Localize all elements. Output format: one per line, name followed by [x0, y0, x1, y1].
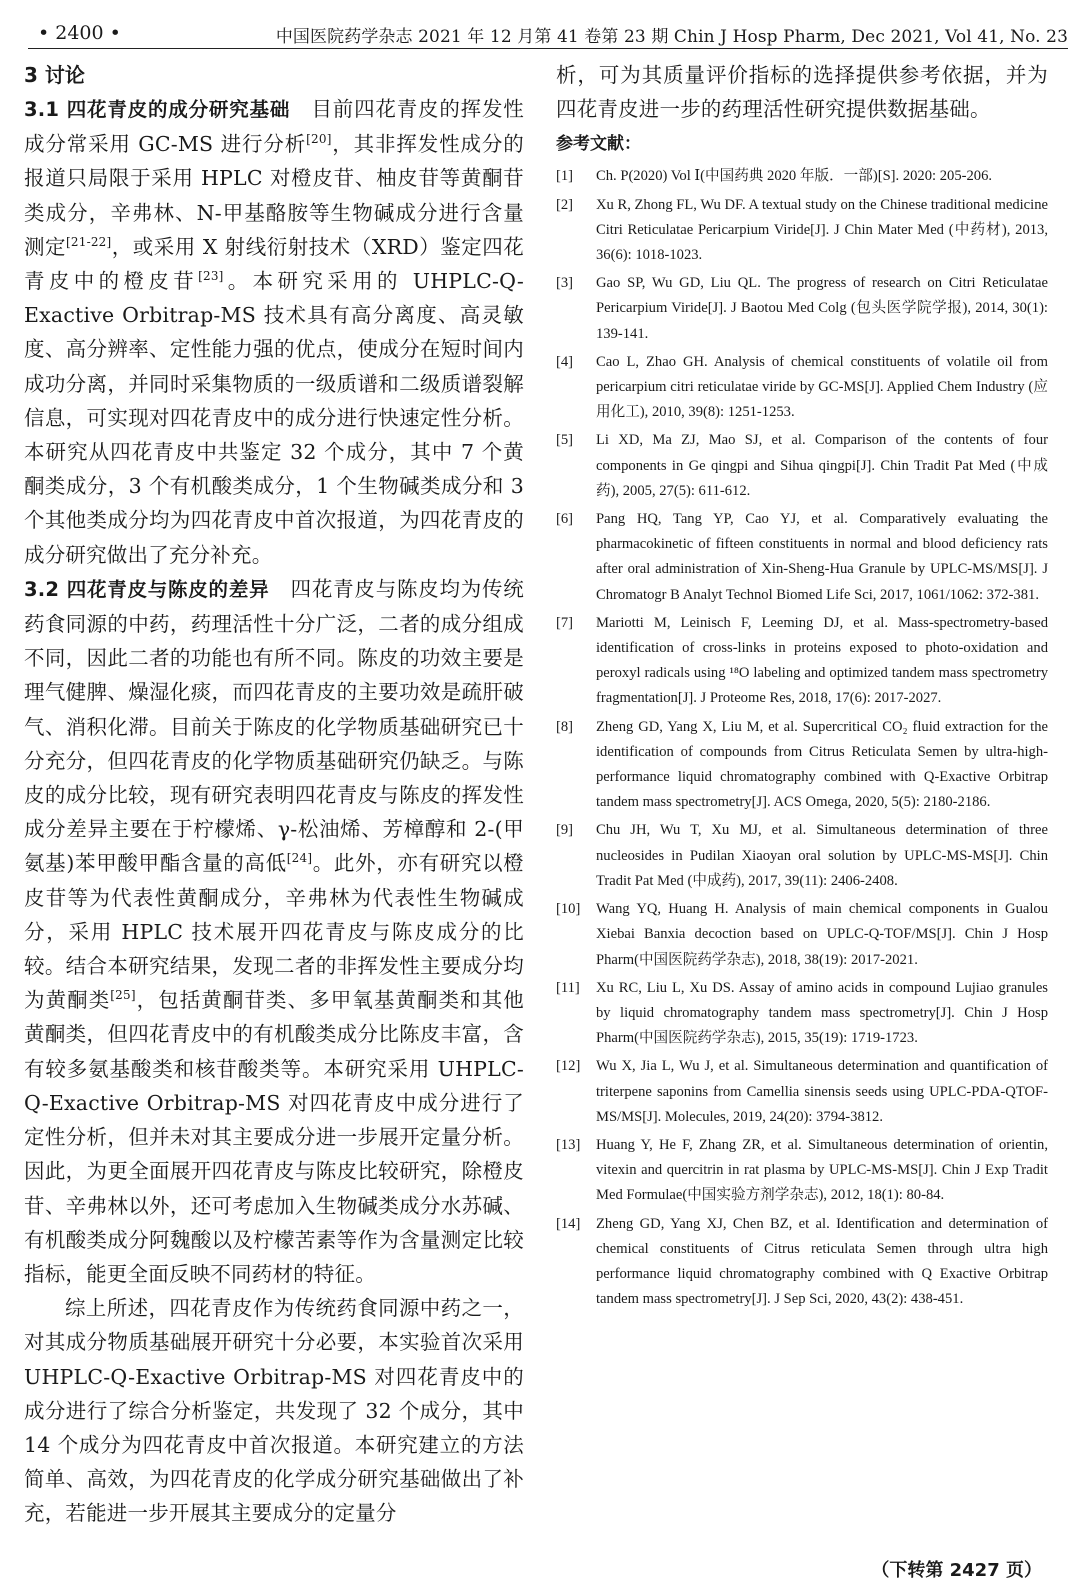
reference-item — [556, 1133, 1048, 1209]
reference-text: Cao L, Zhao GH. Analysis of chemical constituents of volatile oil from pericarpium citri reticulatae viride by GC-MS[J]. Applied Chem Industry (应用化工), 2010, 39(8): 1251-1253. — [596, 353, 1048, 421]
page-number: • 2400 • — [38, 22, 121, 44]
section-title: 3 讨论 — [24, 63, 85, 87]
reference-text: Ch. P(2020) Vol Ⅰ(中国药典 2020 年版．一部)[S]. 2020: 205-206. — [596, 168, 993, 185]
reference-item — [556, 897, 1048, 973]
reference-item — [556, 164, 1048, 189]
reference-text: Gao SP, Wu GD, Liu QL. The progress of research on Citri Reticulatae Pericarpium Viride[J]. J Baotou Med Colg (包头医学院学报), 2014, 30(1): 139-141. — [596, 275, 1048, 342]
reference-number: [2] — [556, 196, 574, 213]
reference-item — [556, 193, 1048, 269]
text: ，或采用 X 射线衍射技术（XRD）鉴定四花青皮中的橙皮苷 — [24, 234, 524, 294]
citation: [25] — [110, 988, 136, 1003]
right-column — [556, 58, 1048, 1315]
reference-item — [556, 976, 1048, 1052]
reference-text: Xu R, Zhong FL, Wu DF. A textual study on the Chinese traditional medicine Citri Reticulatae Pericarpium Viride[J]. J Chin Mater Med (中药材), 2013, 36(6): 1018-1023. — [596, 196, 1048, 264]
text: ，其非挥发性成分的报道只局限于采用 HPLC 对橙皮苷、柚皮苷等黄酮苷类成分，辛弗林、N-甲基酪胺等生物碱成分进行含量测定 — [24, 132, 524, 259]
reference-item — [556, 1054, 1048, 1130]
reference-item — [556, 428, 1048, 504]
continued-note: （下转第 2427 页） — [871, 1560, 1042, 1581]
paragraph-summary-continued: 析，可为其质量评价指标的选择提供参考依据，并为四花青皮进一步的药理活性研究提供数据基础。 — [556, 63, 1048, 122]
citation: [24] — [286, 851, 313, 866]
reference-number: [6] — [556, 511, 574, 528]
text: ，包括黄酮苷类、多甲氧基黄酮类和其他黄酮类，但四花青皮中的有机酸类成分比陈皮丰富，含有较多氨基酸类和核苷酸类等。本研究采用 UHPLC-Q-Exactive Orbitrap-MS 对四花青皮中成分进行了定性分析，但并未对其主要成分进一步展开定量分析。因此，为更全面展开四花青皮与陈皮比较研究，除橙皮苷、辛弗林以外，还可考虑加入生物碱类成分水苏碱、有机酸类成分阿魏酸以及柠檬苦素等作为含量测定比较指标，能更全面反映不同药材的特征。 — [24, 988, 524, 1286]
reference-list — [556, 164, 1048, 1312]
reference-number: [14] — [556, 1215, 581, 1232]
reference-item — [556, 271, 1048, 347]
citation: [20] — [306, 132, 332, 147]
reference-number: [8] — [556, 718, 574, 735]
text: 。此外，亦有研究以橙皮苷等为代表性黄酮成分，辛弗林为代表性生物碱成分，采用 HPLC 技术展开四花青皮与陈皮成分的比较。结合本研究结果，发现二者的非挥发性主要成分均为黄酮类 — [24, 851, 524, 1013]
subsection-title-3-1: 3.1 四花青皮的成分研究基础 — [24, 98, 291, 121]
reference-item — [556, 350, 1048, 426]
reference-number: [12] — [556, 1058, 581, 1075]
reference-text: Huang Y, He F, Zhang ZR, et al. Simultaneous determination of orientin, vitexin and quercitrin in rat plasma by UPLC-MS-MS[J]. Chin J Exp Tradit Med Formulae(中国实验方剂学杂志), 2012, 18(1): 80-84. — [596, 1136, 1048, 1204]
reference-text: Zheng GD, Yang X, Liu M, et al. Supercritical CO₂ fluid extraction for the identification of compounds from Citrus Reticulata Semen by ultra-high-performance liquid chromatography combined with Q-Exactive Orbitrap tandem mass spectrometry[J]. ACS Omega, 2020, 5(5): 2180-2186. — [596, 718, 1048, 811]
reference-text: Xu RC, Liu L, Xu DS. Assay of amino acids in compound Lujiao granules by liquid chromatography tandem mass spectrometry[J]. Chin J Hosp Pharm(中国医院药学杂志), 2015, 35(19): 1719-1723. — [596, 979, 1048, 1047]
reference-number: [9] — [556, 822, 574, 839]
reference-text: Zheng GD, Yang XJ, Chen BZ, et al. Identification and determination of chemical constituents of Citrus reticulata Semen through ultra high performance liquid chromatography combined with Q Exactive Orbitrap tandem mass spectrometry[J]. J Sep Sci, 2020, 43(2): 438-451. — [596, 1215, 1048, 1308]
text: 。本研究采用的 UHPLC-Q-Exactive Orbitrap-MS 技术具有高分离度、高灵敏度、高分辨率、定性能力强的优点，使成分在短时间内成功分离，并同时采集物质的一级质谱和二级质谱裂解信息，可实现对四花青皮中的成分进行快速定性分析。本研究从四花青皮中共鉴定 32 个成分，其中 7 个黄酮类成分，3 个有机酸类成分，1 个生物碱类成分和 3 个其他类成分均为四花青皮中首次报道，为四花青皮的成分研究做出了充分补充。 — [24, 269, 524, 567]
paragraph-summary: 综上所述，四花青皮作为传统药食同源中药之一，对其成分物质基础展开研究十分必要，本实验首次采用 UHPLC-Q-Exactive Orbitrap-MS 对四花青皮中的成分进行了综合分析鉴定，共发现了 32 个成分，其中 14 个成分为四花青皮中首次报道。本研究建立的方法简单、高效，为四花青皮的化学成分研究基础做出了补充，若能进一步开展其主要成分的定量分 — [24, 1296, 524, 1526]
left-column — [24, 58, 524, 1531]
reference-number: [3] — [556, 275, 574, 292]
reference-text: Wu X, Jia L, Wu J, et al. Simultaneous determination and quantification of triterpene saponins from Camellia sinensis seeds using UPLC-PDA-QTOF-MS/MS[J]. Molecules, 2019, 24(20): 3794-3812. — [596, 1058, 1048, 1125]
reference-item — [556, 507, 1048, 608]
reference-number: [10] — [556, 901, 581, 918]
reference-text: Li XD, Ma ZJ, Mao SJ, et al. Comparison of the contents of four components in Ge qingpi and Sihua qingpi[J]. Chin Tradit Pat Med (中成药), 2005, 27(5): 611-612. — [596, 432, 1048, 499]
reference-number: [7] — [556, 614, 574, 631]
reference-text: Mariotti M, Leinisch F, Leeming DJ, et al. Mass-spectrometry-based identification of cross-links in proteins exposed to photo-oxidation and peroxyl radicals using ¹⁸O labeling and optimized tandem mass spectrometry fragmentation[J]. J Proteome Res, 2018, 17(6): 2017-2027. — [596, 614, 1048, 707]
reference-number: [11] — [556, 979, 580, 996]
reference-item — [556, 715, 1048, 816]
references-heading: 参考文献： — [556, 134, 641, 155]
reference-item — [556, 818, 1048, 894]
text: 目前四花青皮的挥发性成分常采用 GC-MS 进行分析 — [24, 97, 524, 157]
reference-text: Wang YQ, Huang H. Analysis of main chemical components in Gualou Xiebai Banxia decoction based on UPLC-Q-TOF/MS[J]. Chin J Hosp Pharm(中国医院药学杂志), 2018, 38(19): 2017-2021. — [596, 901, 1048, 968]
reference-number: [5] — [556, 432, 574, 449]
citation: [23] — [198, 269, 224, 284]
running-header — [28, 18, 1068, 49]
reference-item — [556, 611, 1048, 712]
reference-number: [1] — [556, 168, 574, 185]
reference-text: Chu JH, Wu T, Xu MJ, et al. Simultaneous determination of three nucleosides in Pudilan Xiaoyan oral solution by UPLC-MS-MS[J]. Chin Tradit Pat Med (中成药), 2017, 39(11): 2406-2408. — [596, 822, 1048, 889]
journal-citation: 中国医院药学杂志 2021 年 12 月第 41 卷第 23 期 Chin J Hosp Pharm, Dec 2021, Vol 41, No. 23 — [275, 27, 1069, 47]
paragraph-3-2 — [24, 572, 524, 1291]
subsection-title-3-2: 3.2 四花青皮与陈皮的差异 — [24, 577, 270, 601]
text: 四花青皮与陈皮均为传统药食同源的中药，药理活性十分广泛，二者的成分组成不同，因此二者的功能也有所不同。陈皮的功效主要是理气健脾、燥湿化痰，而四花青皮的主要功效是疏肝破气、消积化滞。目前关于陈皮的化学物质基础研究已十分充分，但四花青皮的化学物质基础研究仍缺乏。与陈皮的成分比较，现有研究表明四花青皮与陈皮的挥发性成分差异主要在于柠檬烯、γ-松油烯、芳樟醇和 2-(甲氨基)苯甲酸甲酯含量的高低 — [24, 576, 524, 876]
reference-number: [4] — [556, 353, 574, 370]
reference-item — [556, 1212, 1048, 1313]
reference-number: [13] — [556, 1136, 581, 1153]
reference-text: Pang HQ, Tang YP, Cao YJ, et al. Comparatively evaluating the pharmacokinetic of fifteen constituents in normal and blood deficiency rats after oral administration of Xin-Sheng-Hua Granule by UPLC-MS/MS[J]. J Chromatogr B Analyt Technol Biomed Life Sci, 2017, 1061/1062: 372-381. — [596, 511, 1048, 603]
paragraph-3-1 — [24, 92, 524, 572]
citation: [21-22] — [66, 234, 112, 249]
